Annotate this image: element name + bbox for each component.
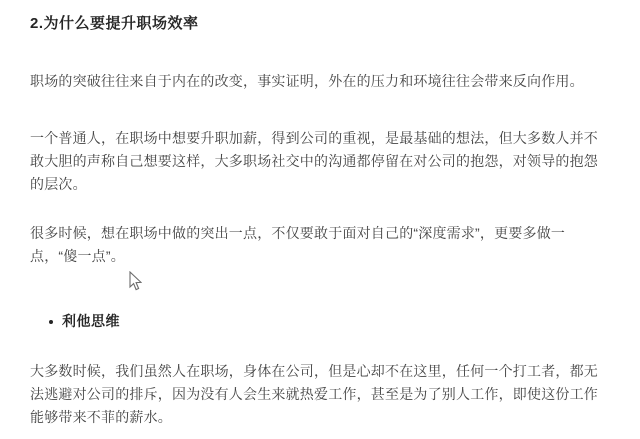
paragraph: 职场的突破往往来自于内在的改变，事实证明，外在的压力和环境往往会带来反向作用。 — [30, 73, 584, 89]
list-item-altruistic-thinking: 利他思维 — [62, 310, 606, 333]
paragraph: 一个普通人，在职场中想要升职加薪，得到公司的重视，是最基础的想法，但大多数人并不敢大胆的声称自己想要这样，大多职场社交中的沟通都停留在对公司的抱怨，对领导的抱怨的层次。 — [30, 130, 598, 192]
paragraph: 很多时候，想在职场中做的突出一点，不仅要敢于面对自己的“深度需求”，更要多做一点，“傻一点”。 — [30, 225, 566, 264]
article-body — [0, 14, 640, 429]
paragraph: 大多数时候，我们虽然人在职场，身体在公司，但是心却不在这里，任何一个打工者，都无法逃避对公司的排斥，因为没有人会生来就热爱工作，甚至是为了别人工作，即使这份工作能够带来不菲的薪水。 — [30, 363, 598, 425]
bullet-list — [30, 310, 606, 333]
section-heading: 2.为什么要提升职场效率 — [30, 15, 199, 32]
